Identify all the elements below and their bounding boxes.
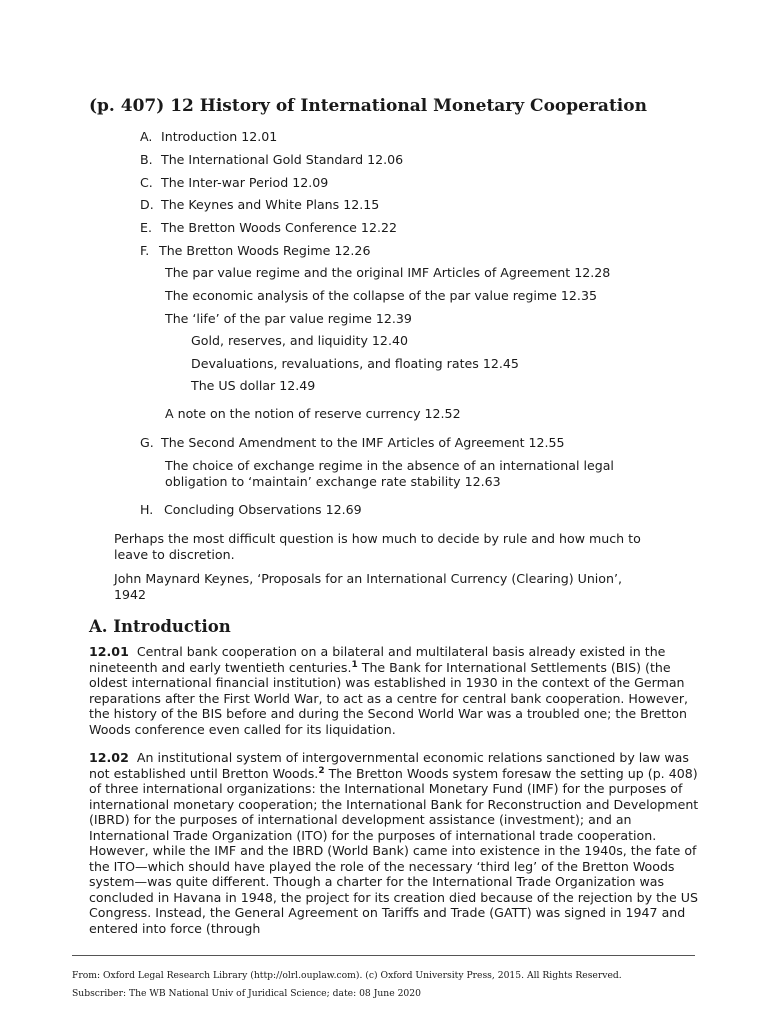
paragraph-text: The Bretton Woods system foresaw the setting up (p. 408) of three international organizations: the International Monetary Fund (IMF) for the purposes of international monetary cooperation; the International Bank for Reconstruction and Development (IBRD) for the purposes of international development assistance (investment); and an International Trade Organization (ITO) for the purposes of international trade cooperation. However, while the IMF and the IBRD (World Bank) came into existence in the 1940s, the fate of the ITO—which should have played the role of the necessary ‘third leg’ of the Bretton Woods system—was quite different. Though a charter for the International Trade Organization was concluded in Havana in 1948, the project for its creation died because of the rejection by the US Congress. Instead, the General Agreement on Tariffs and Trade (GATT) was signed in 1947 and entered into force (through [89,765,699,936]
toc-item-h[interactable] [140,502,362,518]
paragraph-text: Central bank cooperation on a bilateral and multilateral basis already existed in the nineteenth and early twentieth centuries. [89,644,666,675]
toc-text: Concluding Observations 12.69 [164,502,362,517]
toc-text: The Keynes and White Plans 12.15 [161,197,380,212]
toc-letter: D. [140,197,154,212]
toc-subsubitem-gold-reserves[interactable]: Gold, reserves, and liquidity 12.40 [191,333,408,348]
toc-subsubitem-devaluations[interactable]: Devaluations, revaluations, and floating rates 12.45 [191,356,519,371]
toc-item-c[interactable] [140,175,328,191]
footnote-ref[interactable]: 2 [318,765,325,776]
toc-text: The Inter-war Period 12.09 [161,175,329,190]
toc-subitem-reserve-currency[interactable]: A note on the notion of reserve currency 12.52 [165,406,461,421]
footer-source: From: Oxford Legal Research Library (http://olrl.ouplaw.com). (c) Oxford University Press, 2015. All Rights Reserved. [72,970,622,981]
toc-text: The Bretton Woods Regime 12.26 [159,243,371,258]
toc-item-e[interactable] [140,220,397,236]
paragraph-text: The Bank for International Settlements (BIS) (the oldest international financial institution) was established in 1930 in the context of the German reparations after the First World War, to act as a centre for central bank cooperation. However, the history of the BIS before and during the Second World War was a troubled one; the Bretton Woods conference even called for its liquidation. [89,659,689,737]
toc-letter: B. [140,152,153,167]
toc-text: The Second Amendment to the IMF Articles of Agreement 12.55 [161,435,565,450]
toc-letter: H. [140,502,154,517]
toc-item-b[interactable] [140,152,403,168]
toc-letter: E. [140,220,152,235]
toc-subitem-par-value-regime[interactable]: The par value regime and the original IMF Articles of Agreement 12.28 [165,265,611,280]
toc-text: Introduction 12.01 [161,129,278,144]
epigraph-quote: Perhaps the most difficult question is how much to decide by rule and how much to leave to discretion. [114,531,641,562]
toc-text: The Bretton Woods Conference 12.22 [161,220,397,235]
toc-subsubitem-us-dollar[interactable]: The US dollar 12.49 [191,378,316,393]
toc-subitem-life-of-regime[interactable]: The ‘life’ of the par value regime 12.39 [165,311,412,326]
toc-subitem-choice-of-exchange-regime[interactable]: The choice of exchange regime in the absence of an international legal obligation to ‘maintain’ exchange rate stability 12.63 [165,458,614,489]
toc-item-g[interactable] [140,435,565,451]
paragraph-number: 12.01 [89,644,129,659]
toc-item-f[interactable] [140,243,370,259]
toc-text: The International Gold Standard 12.06 [161,152,404,167]
toc-subitem-economic-analysis[interactable]: The economic analysis of the collapse of the par value regime 12.35 [165,288,597,303]
toc-item-d[interactable] [140,197,379,213]
paragraph-12-01 [89,644,699,737]
section-heading: A. Introduction [89,617,231,636]
footnote-ref[interactable]: 1 [351,659,358,670]
paragraph-12-02 [89,750,699,936]
epigraph-attribution: John Maynard Keynes, ‘Proposals for an International Currency (Clearing) Union’, 1942 [114,571,623,602]
paragraph-number: 12.02 [89,750,129,765]
toc-letter: C. [140,175,153,190]
toc-letter: A. [140,129,153,144]
footer-divider [72,955,695,956]
footer-subscriber: Subscriber: The WB National Univ of Juridical Science; date: 08 June 2020 [72,988,421,999]
toc-item-a[interactable] [140,129,277,145]
chapter-title: (p. 407) 12 History of International Monetary Cooperation [89,96,647,116]
paragraph-text: An institutional system of intergovernmental economic relations sanctioned by law was not established until Bretton Woods. [89,750,689,781]
toc-letter: F. [140,243,150,258]
toc-letter: G. [140,435,154,450]
